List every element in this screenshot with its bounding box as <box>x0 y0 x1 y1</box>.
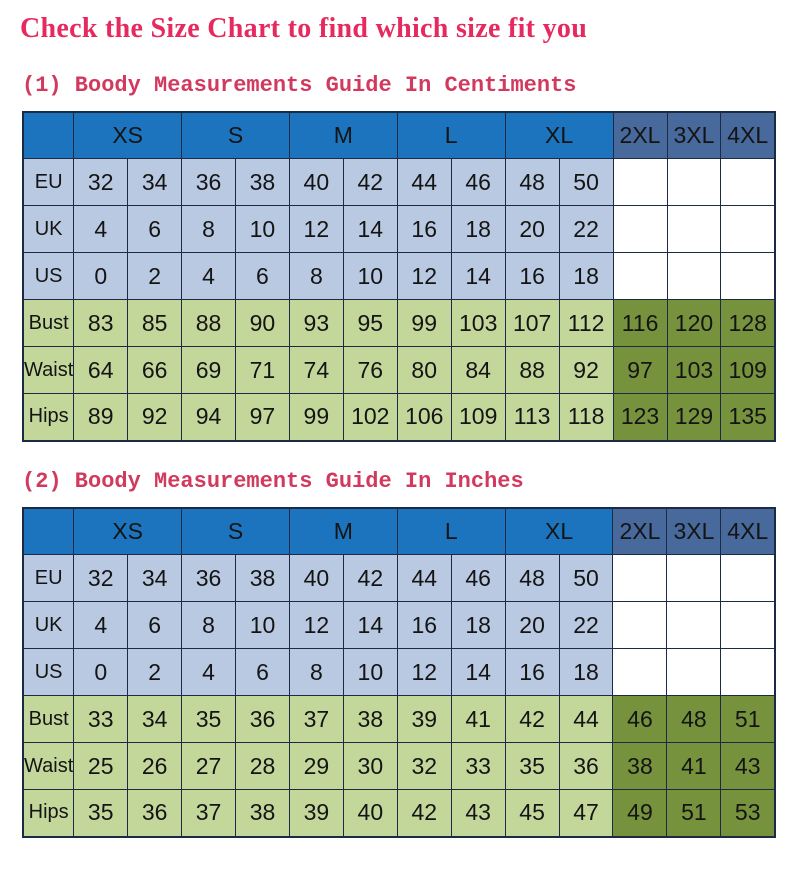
value-cell: 42 <box>343 555 397 602</box>
page-title: Check the Size Chart to find which size fit you <box>20 13 588 44</box>
empty-cell <box>721 649 775 696</box>
size-table <box>22 111 776 442</box>
value-cell: 26 <box>128 743 182 790</box>
value-cell: 6 <box>235 253 289 300</box>
value-cell: 20 <box>505 602 559 649</box>
value-cell: 103 <box>451 300 505 347</box>
value-cell: 37 <box>182 790 236 837</box>
value-cell: 8 <box>182 602 236 649</box>
value-cell: 28 <box>236 743 290 790</box>
size-group-header: M <box>289 508 397 555</box>
extended-value-cell: 120 <box>667 300 721 347</box>
section-heading: (1) Boody Measurements Guide In Centiments <box>22 72 577 98</box>
table-row <box>23 649 775 696</box>
value-cell: 18 <box>451 602 505 649</box>
empty-cell <box>613 159 667 206</box>
size-header-row <box>23 112 775 159</box>
value-cell: 50 <box>559 555 613 602</box>
size-table <box>22 507 776 838</box>
value-cell: 83 <box>74 300 128 347</box>
value-cell: 14 <box>451 253 505 300</box>
value-cell: 14 <box>343 206 397 253</box>
corner-cell <box>23 508 74 555</box>
extended-value-cell: 51 <box>721 696 775 743</box>
value-cell: 29 <box>289 743 343 790</box>
value-cell: 69 <box>182 347 236 394</box>
value-cell: 88 <box>182 300 236 347</box>
value-cell: 16 <box>505 649 559 696</box>
value-cell: 4 <box>182 649 236 696</box>
table-row <box>23 206 775 253</box>
extended-value-cell: 97 <box>613 347 667 394</box>
value-cell: 38 <box>236 555 290 602</box>
value-cell: 102 <box>343 394 397 441</box>
value-cell: 18 <box>451 206 505 253</box>
empty-cell <box>721 602 775 649</box>
value-cell: 0 <box>74 253 128 300</box>
value-cell: 22 <box>559 602 613 649</box>
empty-cell <box>613 253 667 300</box>
value-cell: 80 <box>397 347 451 394</box>
value-cell: 44 <box>397 159 451 206</box>
table-row <box>23 300 775 347</box>
extended-value-cell: 38 <box>613 743 667 790</box>
empty-cell <box>613 555 667 602</box>
value-cell: 89 <box>74 394 128 441</box>
value-cell: 42 <box>343 159 397 206</box>
extended-value-cell: 49 <box>613 790 667 837</box>
size-group-header: L <box>397 112 505 159</box>
value-cell: 14 <box>343 602 397 649</box>
value-cell: 18 <box>559 253 613 300</box>
value-cell: 93 <box>289 300 343 347</box>
value-cell: 99 <box>397 300 451 347</box>
value-cell: 42 <box>505 696 559 743</box>
value-cell: 16 <box>505 253 559 300</box>
table-row <box>23 347 775 394</box>
value-cell: 6 <box>128 602 182 649</box>
row-label: UK <box>23 602 74 649</box>
row-label: Hips <box>23 394 74 441</box>
value-cell: 118 <box>559 394 613 441</box>
extended-value-cell: 103 <box>667 347 721 394</box>
value-cell: 92 <box>559 347 613 394</box>
extended-value-cell: 51 <box>667 790 721 837</box>
value-cell: 44 <box>559 696 613 743</box>
value-cell: 107 <box>505 300 559 347</box>
value-cell: 33 <box>451 743 505 790</box>
table-row <box>23 790 775 837</box>
value-cell: 36 <box>182 159 236 206</box>
value-cell: 35 <box>505 743 559 790</box>
value-cell: 90 <box>235 300 289 347</box>
measurement-section <box>20 469 776 838</box>
value-cell: 45 <box>505 790 559 837</box>
value-cell: 8 <box>289 253 343 300</box>
value-cell: 48 <box>505 159 559 206</box>
value-cell: 38 <box>236 790 290 837</box>
value-cell: 32 <box>74 555 128 602</box>
value-cell: 92 <box>128 394 182 441</box>
value-cell: 38 <box>235 159 289 206</box>
size-group-header: XS <box>74 508 182 555</box>
value-cell: 40 <box>289 555 343 602</box>
value-cell: 50 <box>559 159 613 206</box>
row-label: Bust <box>23 300 74 347</box>
extended-value-cell: 123 <box>613 394 667 441</box>
value-cell: 113 <box>505 394 559 441</box>
value-cell: 106 <box>397 394 451 441</box>
value-cell: 8 <box>289 649 343 696</box>
table-row <box>23 743 775 790</box>
value-cell: 4 <box>74 206 128 253</box>
value-cell: 64 <box>74 347 128 394</box>
empty-cell <box>613 649 667 696</box>
value-cell: 2 <box>128 253 182 300</box>
extended-size-header: 2XL <box>613 508 667 555</box>
row-label: US <box>23 649 74 696</box>
row-label: Waist <box>23 347 74 394</box>
table-row <box>23 555 775 602</box>
extended-value-cell: 128 <box>721 300 775 347</box>
value-cell: 12 <box>397 649 451 696</box>
table-body <box>23 555 775 837</box>
value-cell: 22 <box>559 206 613 253</box>
row-label: UK <box>23 206 74 253</box>
value-cell: 71 <box>235 347 289 394</box>
section-heading: (2) Boody Measurements Guide In Inches <box>22 468 524 494</box>
value-cell: 99 <box>289 394 343 441</box>
value-cell: 10 <box>236 602 290 649</box>
empty-cell <box>721 555 775 602</box>
extended-value-cell: 41 <box>667 743 721 790</box>
extended-value-cell: 53 <box>721 790 775 837</box>
extended-size-header: 3XL <box>667 508 721 555</box>
value-cell: 12 <box>289 206 343 253</box>
value-cell: 76 <box>343 347 397 394</box>
value-cell: 18 <box>559 649 613 696</box>
empty-cell <box>721 159 775 206</box>
extended-value-cell: 129 <box>667 394 721 441</box>
table-row <box>23 253 775 300</box>
extended-value-cell: 135 <box>721 394 775 441</box>
value-cell: 48 <box>505 555 559 602</box>
value-cell: 12 <box>289 602 343 649</box>
empty-cell <box>613 206 667 253</box>
value-cell: 40 <box>289 159 343 206</box>
size-group-header: XS <box>74 112 182 159</box>
value-cell: 36 <box>182 555 236 602</box>
row-label: EU <box>23 555 74 602</box>
value-cell: 10 <box>235 206 289 253</box>
value-cell: 36 <box>236 696 290 743</box>
value-cell: 95 <box>343 300 397 347</box>
size-group-header: L <box>397 508 505 555</box>
table-row <box>23 602 775 649</box>
measurement-section <box>20 73 776 442</box>
value-cell: 38 <box>343 696 397 743</box>
value-cell: 112 <box>559 300 613 347</box>
value-cell: 6 <box>236 649 290 696</box>
value-cell: 44 <box>397 555 451 602</box>
value-cell: 34 <box>128 159 182 206</box>
size-header-row <box>23 508 775 555</box>
value-cell: 4 <box>182 253 236 300</box>
value-cell: 16 <box>397 602 451 649</box>
value-cell: 97 <box>235 394 289 441</box>
value-cell: 109 <box>451 394 505 441</box>
row-label: US <box>23 253 74 300</box>
value-cell: 46 <box>451 555 505 602</box>
empty-cell <box>667 159 721 206</box>
extended-size-header: 4XL <box>721 508 775 555</box>
extended-value-cell: 116 <box>613 300 667 347</box>
table-row <box>23 159 775 206</box>
value-cell: 85 <box>128 300 182 347</box>
extended-size-header: 4XL <box>721 112 775 159</box>
value-cell: 27 <box>182 743 236 790</box>
value-cell: 10 <box>343 649 397 696</box>
size-group-header: S <box>182 508 290 555</box>
value-cell: 74 <box>289 347 343 394</box>
value-cell: 35 <box>74 790 128 837</box>
value-cell: 16 <box>397 206 451 253</box>
value-cell: 20 <box>505 206 559 253</box>
sections-container <box>20 73 776 838</box>
extended-size-header: 3XL <box>667 112 721 159</box>
value-cell: 2 <box>128 649 182 696</box>
row-label: Bust <box>23 696 74 743</box>
table-row <box>23 394 775 441</box>
value-cell: 94 <box>182 394 236 441</box>
row-label: EU <box>23 159 74 206</box>
empty-cell <box>667 253 721 300</box>
row-label: Hips <box>23 790 74 837</box>
value-cell: 6 <box>128 206 182 253</box>
value-cell: 30 <box>343 743 397 790</box>
value-cell: 66 <box>128 347 182 394</box>
extended-value-cell: 43 <box>721 743 775 790</box>
empty-cell <box>667 206 721 253</box>
empty-cell <box>667 649 721 696</box>
value-cell: 41 <box>451 696 505 743</box>
value-cell: 33 <box>74 696 128 743</box>
empty-cell <box>667 555 721 602</box>
extended-size-header: 2XL <box>613 112 667 159</box>
value-cell: 47 <box>559 790 613 837</box>
value-cell: 39 <box>289 790 343 837</box>
value-cell: 14 <box>451 649 505 696</box>
empty-cell <box>721 253 775 300</box>
value-cell: 35 <box>182 696 236 743</box>
size-group-header: XL <box>505 508 613 555</box>
value-cell: 12 <box>397 253 451 300</box>
table-body <box>23 159 775 441</box>
value-cell: 84 <box>451 347 505 394</box>
row-label: Waist <box>23 743 74 790</box>
extended-value-cell: 109 <box>721 347 775 394</box>
value-cell: 34 <box>128 696 182 743</box>
value-cell: 37 <box>289 696 343 743</box>
value-cell: 42 <box>397 790 451 837</box>
value-cell: 32 <box>397 743 451 790</box>
size-group-header: S <box>182 112 290 159</box>
value-cell: 32 <box>74 159 128 206</box>
value-cell: 0 <box>74 649 128 696</box>
value-cell: 46 <box>451 159 505 206</box>
empty-cell <box>721 206 775 253</box>
value-cell: 25 <box>74 743 128 790</box>
empty-cell <box>667 602 721 649</box>
size-group-header: XL <box>505 112 613 159</box>
value-cell: 10 <box>343 253 397 300</box>
value-cell: 4 <box>74 602 128 649</box>
size-group-header: M <box>289 112 397 159</box>
value-cell: 39 <box>397 696 451 743</box>
corner-cell <box>23 112 74 159</box>
extended-value-cell: 46 <box>613 696 667 743</box>
value-cell: 88 <box>505 347 559 394</box>
extended-value-cell: 48 <box>667 696 721 743</box>
value-cell: 40 <box>343 790 397 837</box>
table-row <box>23 696 775 743</box>
value-cell: 36 <box>128 790 182 837</box>
value-cell: 34 <box>128 555 182 602</box>
value-cell: 43 <box>451 790 505 837</box>
empty-cell <box>613 602 667 649</box>
value-cell: 36 <box>559 743 613 790</box>
value-cell: 8 <box>182 206 236 253</box>
